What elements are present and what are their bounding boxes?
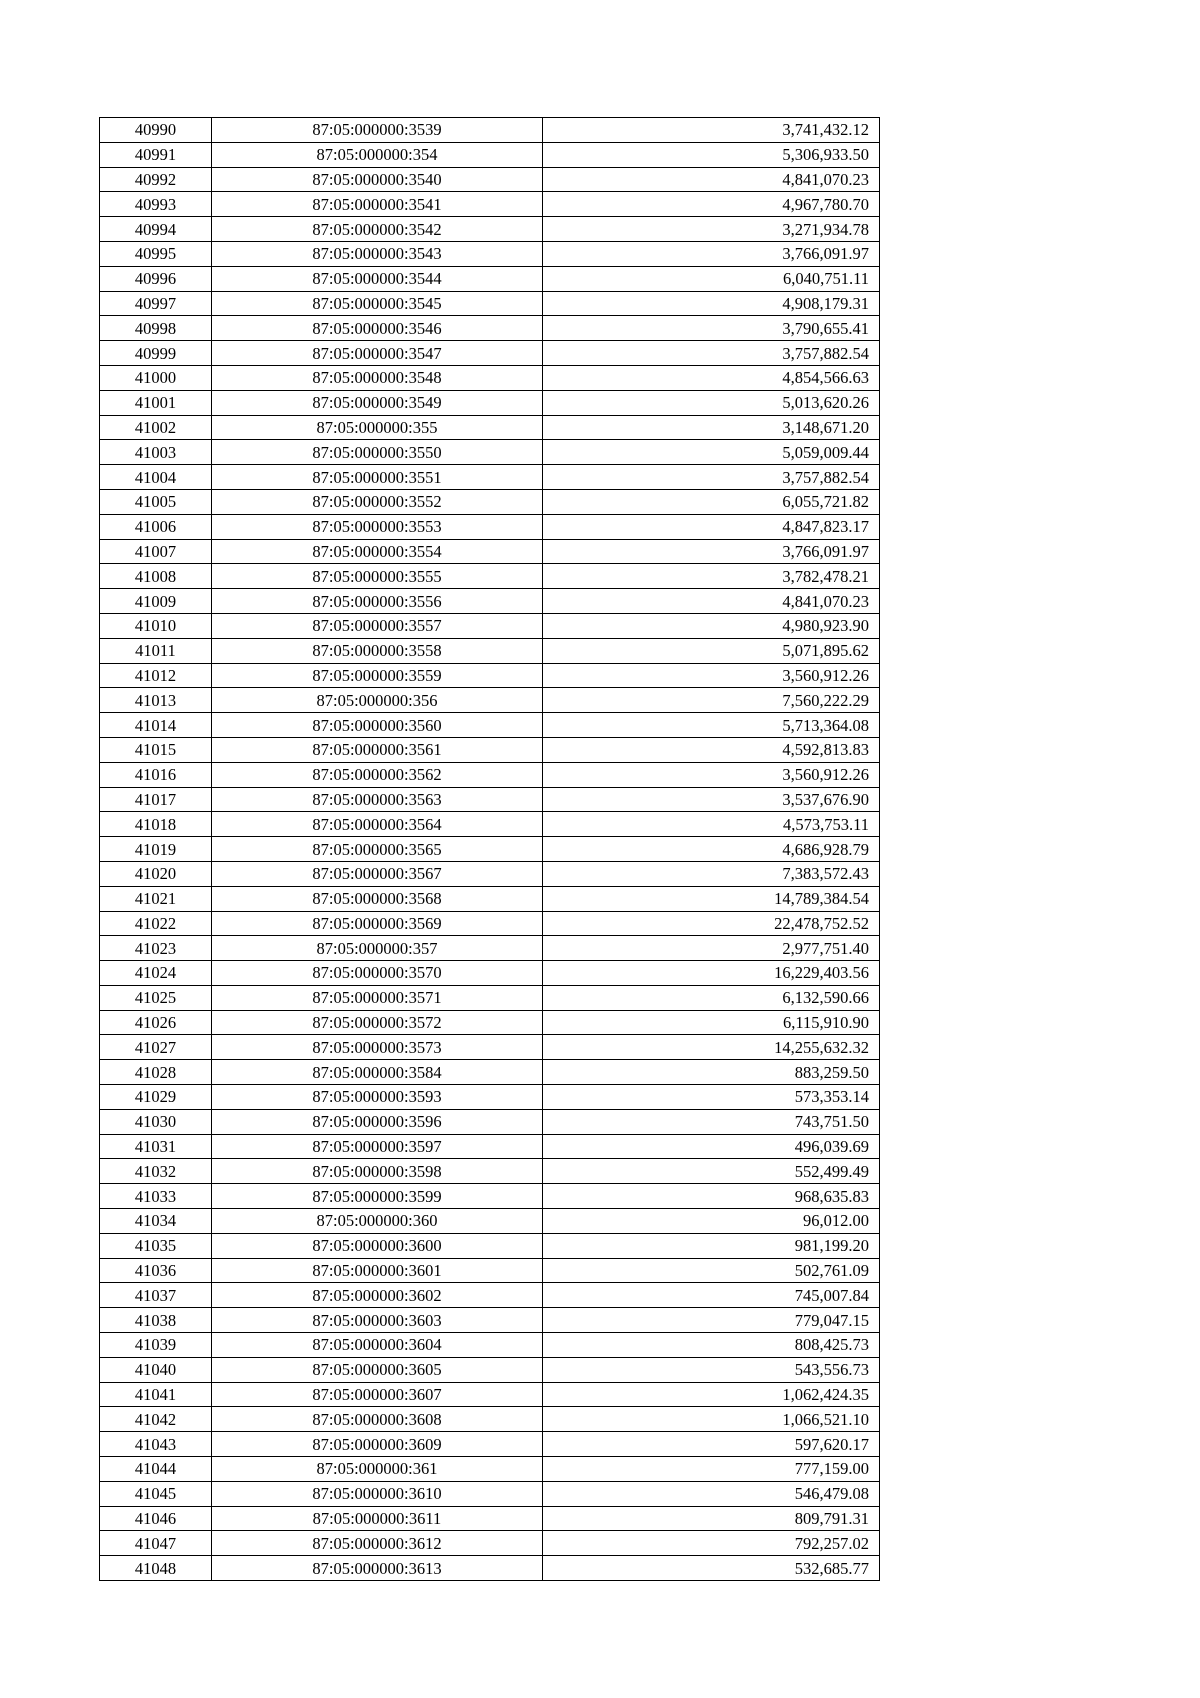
row-number-cell: 41045 (100, 1481, 212, 1506)
table-row (100, 118, 880, 143)
table-row (100, 1506, 880, 1531)
cadastral-number-cell: 87:05:000000:3554 (212, 539, 543, 564)
row-number-cell: 41033 (100, 1184, 212, 1209)
table-row (100, 762, 880, 787)
cadastral-number-cell: 87:05:000000:3601 (212, 1258, 543, 1283)
row-number-cell: 41004 (100, 465, 212, 490)
row-number-cell: 41010 (100, 613, 212, 638)
cadastral-value-cell: 779,047.15 (543, 1308, 880, 1333)
row-number-cell: 41028 (100, 1060, 212, 1085)
row-number-cell: 40995 (100, 241, 212, 266)
row-number-cell: 41014 (100, 713, 212, 738)
table-row (100, 663, 880, 688)
cadastral-number-cell: 87:05:000000:3556 (212, 589, 543, 614)
table-row (100, 390, 880, 415)
table-row (100, 1283, 880, 1308)
cadastral-number-cell: 87:05:000000:3605 (212, 1357, 543, 1382)
cadastral-number-cell: 87:05:000000:3569 (212, 911, 543, 936)
row-number-cell: 41030 (100, 1109, 212, 1134)
table-row (100, 489, 880, 514)
cadastral-value-cell: 573,353.14 (543, 1085, 880, 1110)
cadastral-value-cell: 745,007.84 (543, 1283, 880, 1308)
cadastral-number-cell: 87:05:000000:3564 (212, 812, 543, 837)
cadastral-number-cell: 87:05:000000:3560 (212, 713, 543, 738)
cadastral-number-cell: 87:05:000000:3607 (212, 1382, 543, 1407)
cadastral-number-cell: 87:05:000000:3599 (212, 1184, 543, 1209)
row-number-cell: 41012 (100, 663, 212, 688)
cadastral-number-cell: 87:05:000000:3604 (212, 1333, 543, 1358)
cadastral-number-cell: 87:05:000000:3551 (212, 465, 543, 490)
table-row (100, 713, 880, 738)
cadastral-value-cell: 4,686,928.79 (543, 837, 880, 862)
cadastral-value-cell: 14,789,384.54 (543, 886, 880, 911)
cadastral-value-cell: 2,977,751.40 (543, 936, 880, 961)
cadastral-number-cell: 87:05:000000:354 (212, 142, 543, 167)
cadastral-value-cell: 532,685.77 (543, 1556, 880, 1581)
table-row (100, 1531, 880, 1556)
cadastral-value-cell: 3,782,478.21 (543, 564, 880, 589)
table-row (100, 564, 880, 589)
table-row (100, 1382, 880, 1407)
table-row (100, 589, 880, 614)
table-row (100, 1333, 880, 1358)
table-row (100, 886, 880, 911)
cadastral-number-cell: 87:05:000000:3609 (212, 1432, 543, 1457)
table-row (100, 440, 880, 465)
table-row (100, 1308, 880, 1333)
cadastral-value-cell: 809,791.31 (543, 1506, 880, 1531)
cadastral-number-cell: 87:05:000000:3572 (212, 1010, 543, 1035)
cadastral-number-cell: 87:05:000000:3559 (212, 663, 543, 688)
row-number-cell: 41020 (100, 861, 212, 886)
cadastral-value-cell: 4,980,923.90 (543, 613, 880, 638)
cadastral-number-cell: 87:05:000000:3552 (212, 489, 543, 514)
table-row (100, 241, 880, 266)
cadastral-value-cell: 6,055,721.82 (543, 489, 880, 514)
table-row (100, 192, 880, 217)
row-number-cell: 41040 (100, 1357, 212, 1382)
cadastral-number-cell: 87:05:000000:3608 (212, 1407, 543, 1432)
cadastral-number-cell: 87:05:000000:3541 (212, 192, 543, 217)
cadastral-number-cell: 87:05:000000:3584 (212, 1060, 543, 1085)
row-number-cell: 40993 (100, 192, 212, 217)
cadastral-number-cell: 87:05:000000:3553 (212, 514, 543, 539)
cadastral-number-cell: 87:05:000000:357 (212, 936, 543, 961)
table-row (100, 1010, 880, 1035)
cadastral-value-cell: 552,499.49 (543, 1159, 880, 1184)
cadastral-value-cell: 3,757,882.54 (543, 341, 880, 366)
table-row (100, 1258, 880, 1283)
row-number-cell: 40994 (100, 217, 212, 242)
row-number-cell: 40997 (100, 291, 212, 316)
row-number-cell: 41005 (100, 489, 212, 514)
table-row (100, 465, 880, 490)
table-row (100, 961, 880, 986)
table-row (100, 1209, 880, 1234)
cadastral-number-cell: 87:05:000000:3600 (212, 1233, 543, 1258)
table-row (100, 539, 880, 564)
row-number-cell: 41046 (100, 1506, 212, 1531)
row-number-cell: 41039 (100, 1333, 212, 1358)
row-number-cell: 41043 (100, 1432, 212, 1457)
table-row (100, 415, 880, 440)
row-number-cell: 41025 (100, 985, 212, 1010)
table-row (100, 787, 880, 812)
cadastral-value-cell: 16,229,403.56 (543, 961, 880, 986)
cadastral-number-cell: 87:05:000000:355 (212, 415, 543, 440)
row-number-cell: 40999 (100, 341, 212, 366)
row-number-cell: 41001 (100, 390, 212, 415)
row-number-cell: 41009 (100, 589, 212, 614)
cadastral-number-cell: 87:05:000000:3570 (212, 961, 543, 986)
cadastral-number-cell: 87:05:000000:3563 (212, 787, 543, 812)
row-number-cell: 41008 (100, 564, 212, 589)
row-number-cell: 41027 (100, 1035, 212, 1060)
row-number-cell: 41026 (100, 1010, 212, 1035)
row-number-cell: 41023 (100, 936, 212, 961)
row-number-cell: 40998 (100, 316, 212, 341)
row-number-cell: 41037 (100, 1283, 212, 1308)
cadastral-value-cell: 502,761.09 (543, 1258, 880, 1283)
table-row (100, 1233, 880, 1258)
table-row (100, 688, 880, 713)
row-number-cell: 41018 (100, 812, 212, 837)
row-number-cell: 41019 (100, 837, 212, 862)
cadastral-number-cell: 87:05:000000:3596 (212, 1109, 543, 1134)
cadastral-number-cell: 87:05:000000:3561 (212, 737, 543, 762)
table-row (100, 1060, 880, 1085)
row-number-cell: 40990 (100, 118, 212, 143)
table-row (100, 737, 880, 762)
table-row (100, 613, 880, 638)
cadastral-value-cell: 792,257.02 (543, 1531, 880, 1556)
cadastral-number-cell: 87:05:000000:356 (212, 688, 543, 713)
cadastral-number-cell: 87:05:000000:3567 (212, 861, 543, 886)
cadastral-value-cell: 5,059,009.44 (543, 440, 880, 465)
cadastral-number-cell: 87:05:000000:3540 (212, 167, 543, 192)
cadastral-value-cell: 3,766,091.97 (543, 241, 880, 266)
table-row (100, 1085, 880, 1110)
table-body (100, 118, 880, 1581)
cadastral-number-cell: 87:05:000000:3603 (212, 1308, 543, 1333)
row-number-cell: 41034 (100, 1209, 212, 1234)
cadastral-number-cell: 87:05:000000:3558 (212, 638, 543, 663)
row-number-cell: 41016 (100, 762, 212, 787)
cadastral-value-cell: 808,425.73 (543, 1333, 880, 1358)
cadastral-value-cell: 4,967,780.70 (543, 192, 880, 217)
cadastral-number-cell: 87:05:000000:3573 (212, 1035, 543, 1060)
row-number-cell: 41002 (100, 415, 212, 440)
row-number-cell: 41022 (100, 911, 212, 936)
cadastral-number-cell: 87:05:000000:3598 (212, 1159, 543, 1184)
table-row (100, 514, 880, 539)
cadastral-value-cell: 3,741,432.12 (543, 118, 880, 143)
cadastral-value-cell: 4,841,070.23 (543, 167, 880, 192)
cadastral-value-cell: 3,560,912.26 (543, 663, 880, 688)
row-number-cell: 41024 (100, 961, 212, 986)
cadastral-value-cell: 7,560,222.29 (543, 688, 880, 713)
row-number-cell: 41000 (100, 365, 212, 390)
row-number-cell: 41035 (100, 1233, 212, 1258)
cadastral-number-cell: 87:05:000000:3549 (212, 390, 543, 415)
table-row (100, 217, 880, 242)
table-row (100, 142, 880, 167)
cadastral-number-cell: 87:05:000000:3539 (212, 118, 543, 143)
row-number-cell: 41036 (100, 1258, 212, 1283)
table-row (100, 1184, 880, 1209)
row-number-cell: 40991 (100, 142, 212, 167)
cadastral-value-cell: 22,478,752.52 (543, 911, 880, 936)
row-number-cell: 41044 (100, 1457, 212, 1482)
row-number-cell: 41007 (100, 539, 212, 564)
table-row (100, 812, 880, 837)
cadastral-number-cell: 87:05:000000:3542 (212, 217, 543, 242)
row-number-cell: 41047 (100, 1531, 212, 1556)
cadastral-number-cell: 87:05:000000:3610 (212, 1481, 543, 1506)
row-number-cell: 41042 (100, 1407, 212, 1432)
cadastral-value-cell: 3,537,676.90 (543, 787, 880, 812)
table-row (100, 1407, 880, 1432)
cadastral-number-cell: 87:05:000000:3555 (212, 564, 543, 589)
row-number-cell: 41029 (100, 1085, 212, 1110)
table-row (100, 1109, 880, 1134)
row-number-cell: 41003 (100, 440, 212, 465)
row-number-cell: 41011 (100, 638, 212, 663)
row-number-cell: 41021 (100, 886, 212, 911)
table-row (100, 1556, 880, 1581)
cadastral-value-cell: 981,199.20 (543, 1233, 880, 1258)
row-number-cell: 40996 (100, 266, 212, 291)
cadastral-value-cell: 5,306,933.50 (543, 142, 880, 167)
cadastral-number-cell: 87:05:000000:3602 (212, 1283, 543, 1308)
cadastral-value-cell: 1,062,424.35 (543, 1382, 880, 1407)
cadastral-value-cell: 597,620.17 (543, 1432, 880, 1457)
cadastral-value-cell: 743,751.50 (543, 1109, 880, 1134)
table-row (100, 1432, 880, 1457)
cadastral-number-cell: 87:05:000000:3548 (212, 365, 543, 390)
cadastral-number-cell: 87:05:000000:3613 (212, 1556, 543, 1581)
table-row (100, 1457, 880, 1482)
cadastral-number-cell: 87:05:000000:3597 (212, 1134, 543, 1159)
cadastral-value-cell: 4,841,070.23 (543, 589, 880, 614)
table-row (100, 861, 880, 886)
cadastral-value-cell: 4,847,823.17 (543, 514, 880, 539)
cadastral-value-cell: 3,560,912.26 (543, 762, 880, 787)
cadastral-number-cell: 87:05:000000:3557 (212, 613, 543, 638)
cadastral-value-cell: 883,259.50 (543, 1060, 880, 1085)
cadastral-number-cell: 87:05:000000:3571 (212, 985, 543, 1010)
cadastral-value-cell: 5,013,620.26 (543, 390, 880, 415)
row-number-cell: 41031 (100, 1134, 212, 1159)
row-number-cell: 41015 (100, 737, 212, 762)
cadastral-number-cell: 87:05:000000:3562 (212, 762, 543, 787)
cadastral-value-cell: 4,573,753.11 (543, 812, 880, 837)
table-row (100, 1035, 880, 1060)
row-number-cell: 41013 (100, 688, 212, 713)
cadastral-value-cell: 546,479.08 (543, 1481, 880, 1506)
cadastral-value-cell: 3,148,671.20 (543, 415, 880, 440)
row-number-cell: 41041 (100, 1382, 212, 1407)
table-row (100, 1481, 880, 1506)
table-row (100, 911, 880, 936)
cadastral-value-cell: 3,766,091.97 (543, 539, 880, 564)
cadastral-number-cell: 87:05:000000:3568 (212, 886, 543, 911)
table-row (100, 985, 880, 1010)
cadastral-number-cell: 87:05:000000:3593 (212, 1085, 543, 1110)
row-number-cell: 41017 (100, 787, 212, 812)
cadastral-value-cell: 4,592,813.83 (543, 737, 880, 762)
cadastral-value-cell: 5,071,895.62 (543, 638, 880, 663)
cadastral-value-cell: 6,115,910.90 (543, 1010, 880, 1035)
table-row (100, 638, 880, 663)
cadastral-number-cell: 87:05:000000:3550 (212, 440, 543, 465)
table-row (100, 365, 880, 390)
cadastral-number-cell: 87:05:000000:361 (212, 1457, 543, 1482)
cadastral-number-cell: 87:05:000000:3543 (212, 241, 543, 266)
cadastral-value-cell: 3,757,882.54 (543, 465, 880, 490)
row-number-cell: 41032 (100, 1159, 212, 1184)
table-row (100, 936, 880, 961)
row-number-cell: 40992 (100, 167, 212, 192)
table-row (100, 1159, 880, 1184)
cadastral-number-cell: 87:05:000000:3546 (212, 316, 543, 341)
table-row (100, 1134, 880, 1159)
table-row (100, 341, 880, 366)
cadastral-value-cell: 6,040,751.11 (543, 266, 880, 291)
cadastral-value-cell: 14,255,632.32 (543, 1035, 880, 1060)
cadastral-number-cell: 87:05:000000:3611 (212, 1506, 543, 1531)
table-row (100, 266, 880, 291)
cadastral-value-cell: 1,066,521.10 (543, 1407, 880, 1432)
cadastral-number-cell: 87:05:000000:3547 (212, 341, 543, 366)
table-row (100, 316, 880, 341)
cadastral-number-cell: 87:05:000000:3544 (212, 266, 543, 291)
cadastral-value-cell: 968,635.83 (543, 1184, 880, 1209)
row-number-cell: 41048 (100, 1556, 212, 1581)
row-number-cell: 41006 (100, 514, 212, 539)
cadastral-number-cell: 87:05:000000:360 (212, 1209, 543, 1234)
row-number-cell: 41038 (100, 1308, 212, 1333)
cadastral-value-cell: 496,039.69 (543, 1134, 880, 1159)
table-row (100, 837, 880, 862)
cadastral-value-cell: 543,556.73 (543, 1357, 880, 1382)
cadastral-value-cell: 5,713,364.08 (543, 713, 880, 738)
cadastral-value-table (99, 117, 880, 1581)
cadastral-value-cell: 96,012.00 (543, 1209, 880, 1234)
cadastral-value-cell: 6,132,590.66 (543, 985, 880, 1010)
cadastral-value-cell: 7,383,572.43 (543, 861, 880, 886)
table-row (100, 167, 880, 192)
cadastral-number-cell: 87:05:000000:3545 (212, 291, 543, 316)
cadastral-number-cell: 87:05:000000:3612 (212, 1531, 543, 1556)
cadastral-value-cell: 3,790,655.41 (543, 316, 880, 341)
table-row (100, 1357, 880, 1382)
cadastral-value-cell: 777,159.00 (543, 1457, 880, 1482)
table-row (100, 291, 880, 316)
cadastral-value-cell: 3,271,934.78 (543, 217, 880, 242)
cadastral-number-cell: 87:05:000000:3565 (212, 837, 543, 862)
cadastral-value-cell: 4,908,179.31 (543, 291, 880, 316)
cadastral-value-cell: 4,854,566.63 (543, 365, 880, 390)
